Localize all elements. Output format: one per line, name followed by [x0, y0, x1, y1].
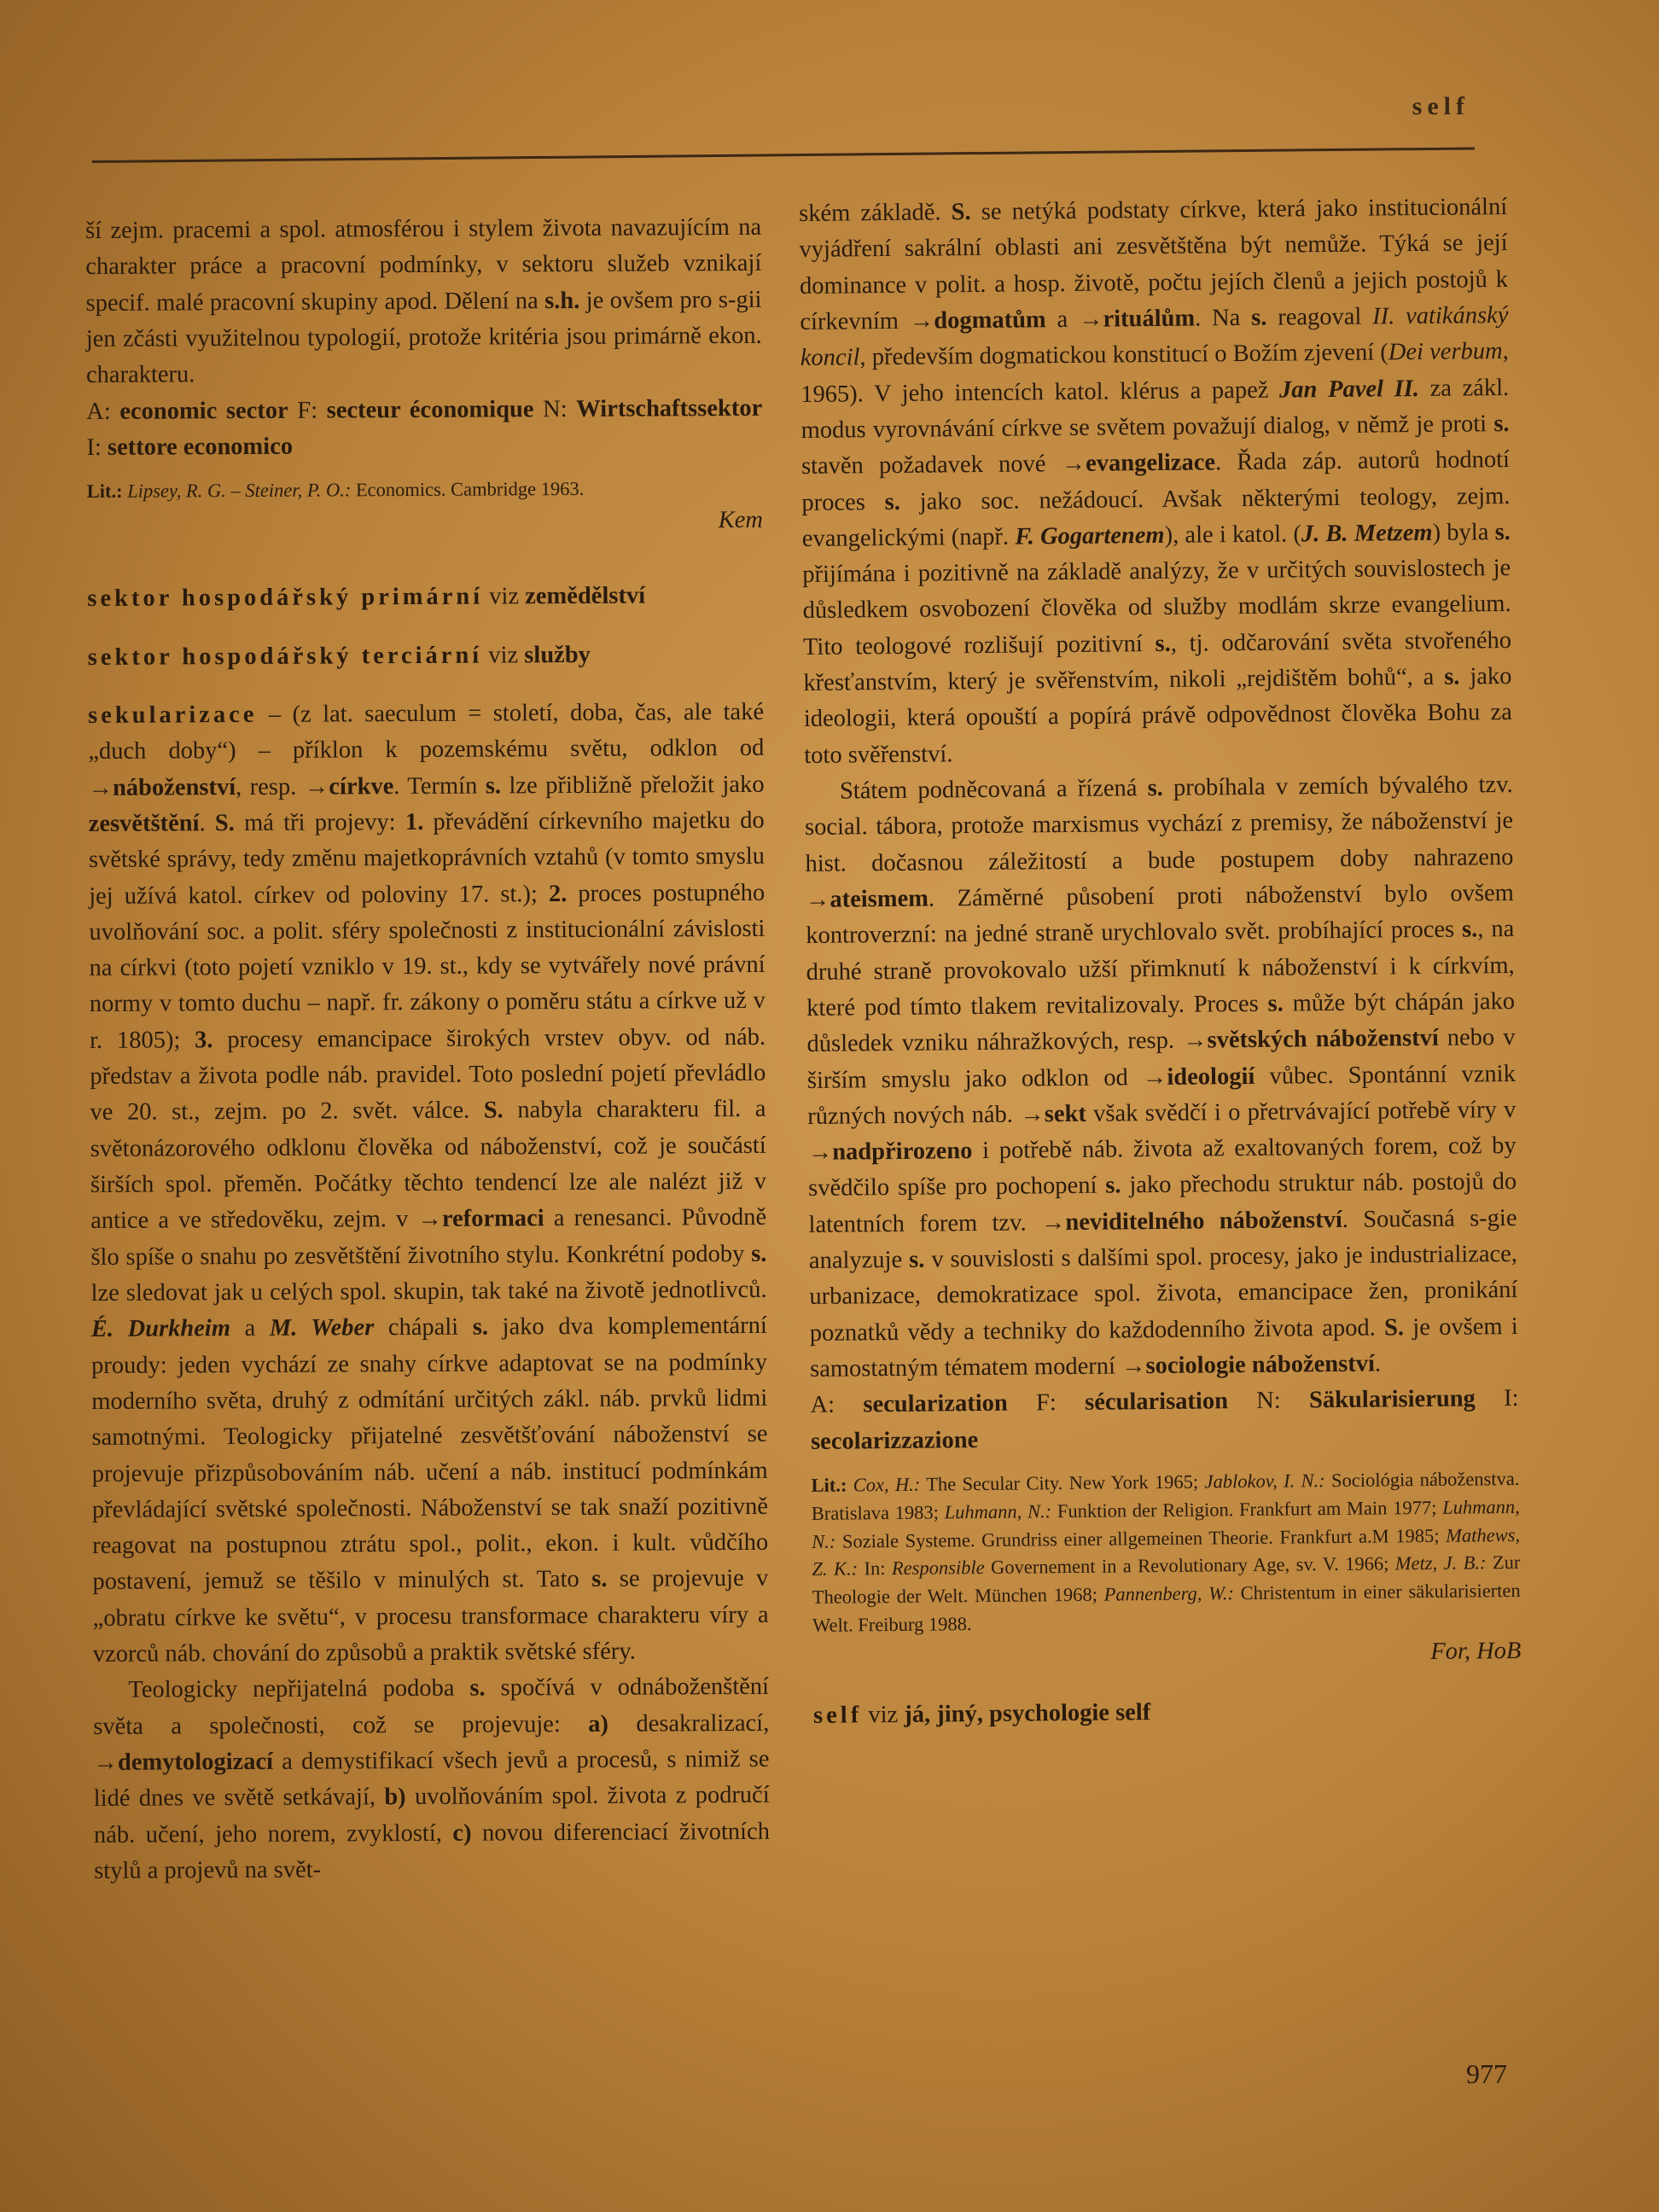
text: a: [1045, 306, 1080, 334]
text: , tj. odčarování světa stvořeného křesťanstvím, který je svěřenstvím, nikoli „rejdištěm bohů“, a: [803, 626, 1512, 697]
lit-author: Luhmann, N.:: [812, 1495, 1520, 1552]
term: Säkularisierung: [1308, 1385, 1476, 1414]
cross-ref[interactable]: neviditelného náboženství: [1065, 1206, 1342, 1236]
arrow-icon: →: [417, 1206, 443, 1233]
term: Wirtschaftssektor: [576, 394, 763, 422]
text: se projevuje v „obratu církve ke světu“, v procesu transformace charakteru víry a vzorců náb. chování do způsobů a praktik světské sféry.: [92, 1565, 769, 1668]
lit-text: Funktion der Religion. Frankfurt am Main 1977;: [1051, 1496, 1443, 1522]
text: . Záměrné působení proti náboženství bylo ovšem kontroverzní: na jedné straně urychlovalo svět. probíhající proces: [806, 879, 1515, 950]
term: zesvětštění: [88, 810, 200, 837]
lang: A:: [86, 398, 120, 425]
title: II. vatikánský koncil: [800, 301, 1509, 372]
text: uvolňováním spol. života z područí náb. učení, jeho norem, zvyklostí,: [93, 1782, 770, 1848]
text: reagoval: [1266, 303, 1373, 331]
lit-author: Mathews, Z. K.:: [812, 1523, 1521, 1580]
text: Státem podněcovaná a řízená: [839, 775, 1148, 805]
abbr: s.: [469, 1674, 486, 1703]
page-number: 977: [1466, 2058, 1507, 2089]
enum: 1.: [405, 808, 424, 835]
arrow-icon: →: [1182, 1027, 1208, 1054]
cross-ref[interactable]: světských náboženství: [1207, 1025, 1439, 1054]
lit-author: Metz, J. B.:: [1394, 1551, 1487, 1575]
text: se netýká podstaty církve, která jako institucionální vyjádření sakrální oblasti ani zesvětštěna být nemůže. Týká se její dominance v polit. a hosp. životě, počtu jejích členů a jejich postojů k církevním: [799, 194, 1509, 335]
text: za zákl. modus vyrovnávání církve se světem považují dialog, v němž je proti: [800, 374, 1510, 444]
text: . Termín: [393, 772, 486, 800]
lit-text: Soziale Systeme. Grundriss einer allgemeinen Theorie. Frankfurt a.M 1985;: [835, 1524, 1447, 1552]
viz: viz: [862, 1702, 905, 1729]
text: , na druhé straně provokovalo užší přimknutí k náboženství i k církvím, které pod tímto tlakem revitalizovaly. Proces: [806, 916, 1515, 1022]
text: nebo v širším smyslu jako odklon od: [806, 1024, 1516, 1094]
abbr: s.: [1105, 1172, 1121, 1200]
lang: N:: [1227, 1387, 1310, 1415]
cross-ref[interactable]: dogmatům: [934, 306, 1046, 335]
text: , resp.: [236, 773, 305, 800]
abbr: s.: [1493, 410, 1510, 438]
enum: 3.: [195, 1027, 213, 1054]
cross-ref[interactable]: nadpřirozeno: [832, 1138, 973, 1166]
text: přijímána i pozitivně na základě analýzy, že v určitých souvislostech je důsledkem osvobození člověka od služby modlám skrze evangelium. Tito teologové rozlišují pozitivní: [802, 555, 1511, 661]
entry-author: Kem: [718, 506, 763, 534]
cross-ref[interactable]: ideologií: [1167, 1062, 1255, 1091]
text: ském základě.: [799, 199, 952, 227]
cross-ref[interactable]: zemědělství: [525, 582, 646, 610]
viz: viz: [483, 583, 526, 610]
text: v souvislosti s dalšími spol. procesy, jako je industrializace, urbanizace, demokratizace spol. života, emancipace žen, pronikání poznatků vědy a techniky do každodenního života apod.: [809, 1241, 1518, 1347]
text: chápali: [374, 1313, 473, 1342]
text: probíhala v zemích bývalého tzv. social. tábora, protože marxismus vychází z premisy, že náboženství je hist. dočasnou záležitostí a bude postupem doby nahrazeno: [804, 771, 1514, 877]
text: však svědčí i o přetrvávající potřebě víry v: [1086, 1096, 1516, 1127]
header-rule: [92, 147, 1475, 163]
text: novou diferenciací životních stylů a projevů na svět-: [94, 1818, 771, 1884]
abbr: s.: [1494, 518, 1511, 546]
lit-label: Lit.:: [811, 1474, 847, 1496]
text: lze přibližně přeložit jako: [500, 771, 765, 800]
entry-author: For, HoB: [1430, 1637, 1522, 1665]
lit-text: In:: [857, 1557, 893, 1580]
text: ší zejm. pracemi a spol. atmosférou i stylem života navazujícím na charakter práce a pracovní podmínky, v sektoru služeb vznikají specif. malé pracovní skupiny apod. Dělení na: [85, 213, 762, 317]
text: vůbec. Spontánní vznik různých nových náb.: [807, 1060, 1516, 1130]
running-head: self: [1412, 92, 1470, 120]
text: . Současná s-gie analyzuje: [808, 1204, 1517, 1275]
paragraph: [804, 767, 1518, 1388]
cross-ref[interactable]: služby: [524, 641, 591, 668]
entry-sektor-primarni: [87, 578, 763, 617]
lit-text: Governement in a Revolutionary Age, sv. V. 1966;: [984, 1552, 1395, 1579]
abbr: s.h.: [544, 287, 580, 314]
lit-text: Christentum in einer säkularisierten Welt. Freiburg 1988.: [812, 1580, 1521, 1637]
arrow-icon: →: [807, 1138, 833, 1167]
text: procesy emancipace širokých vrstev obyv. od náb. představ a života podle náb. pravidel. Toto poslední pojetí převládlo ve 20. st., zejm. po 2. svět. válce.: [90, 1023, 766, 1126]
text: je ovšem pro s-gii jen zčásti využitelnou typologií, protože kritéria jsou primárně ekon. charakteru.: [85, 286, 762, 389]
abbr: s.: [751, 1240, 767, 1267]
lit-author: Jablokov, I. N.:: [1204, 1470, 1325, 1493]
lit-text: The Secular City. New York 1965;: [920, 1470, 1205, 1495]
text: a demystifikací všech jevů a procesů, s nimiž se lidé dnes ve světě setkávají,: [93, 1745, 770, 1813]
lang: I:: [1475, 1385, 1519, 1412]
text: a renesanci. Původně šlo spíše o snahu po zesvětštění životního stylu. Konkrétní podoby: [90, 1204, 767, 1271]
lang: F:: [288, 397, 327, 424]
text: a: [230, 1315, 270, 1342]
term: secolarizzazione: [810, 1426, 979, 1455]
text: ), ale i katol. (: [1164, 521, 1302, 549]
arrow-icon: →: [909, 307, 934, 335]
entry-head: sektor hospodářský terciární: [87, 642, 483, 671]
lit-text: Sociológia náboženstva. Bratislava 1983;: [811, 1467, 1520, 1524]
enum: a): [588, 1710, 609, 1738]
text: . Řada záp. autorů hodnotí proces: [801, 446, 1511, 516]
text: jako přechodu struktur náb. postojů do latentních forem tzv.: [808, 1168, 1517, 1238]
lang: N:: [533, 395, 577, 422]
person-name: M. Weber: [269, 1314, 375, 1342]
arrow-icon: →: [1078, 306, 1103, 333]
right-column: [799, 189, 1522, 1735]
cross-ref[interactable]: ateismem: [830, 885, 929, 913]
text: i potřebě náb. života až exaltovaných forem, což by svědčilo spíše pro pochopení: [808, 1132, 1516, 1202]
abbr: s.: [1461, 916, 1478, 943]
text: .: [1374, 1350, 1382, 1377]
lang: A:: [810, 1391, 864, 1419]
arrow-icon: →: [93, 1749, 119, 1777]
term: economic sector: [119, 397, 288, 425]
paragraph: [93, 1669, 770, 1889]
cross-ref[interactable]: evangelizace: [1085, 449, 1216, 477]
abbr: s.: [472, 1313, 489, 1341]
abbr: s.: [485, 772, 502, 800]
text: jako soc. nežádoucí. Avšak některými teology, zejm. evangelickými (např.: [801, 482, 1511, 552]
lit-label: Lit.:: [86, 480, 123, 503]
enum: b): [384, 1784, 406, 1811]
lit-title: Responsible: [891, 1557, 985, 1580]
lit-text: Zur Theologie der Welt. München 1968;: [812, 1551, 1521, 1609]
term: sécularisation: [1084, 1388, 1229, 1417]
arrow-icon: →: [1061, 450, 1086, 478]
equivalents: [86, 390, 762, 466]
text: jako dva komplementární proudy: jeden vychází ze snahy církve adaptovat se na podmínky moderního světa, druhý z odmítání určitých zákl. náb. prvků lidmi samotnými. Teologicky přijatelné zesvětšťování náboženství se projevuje přizpůsobováním náb. učení a náb. institucí podmínkám převládající světské společnosti. Náboženství se tak snaží pozitivně reagovat na postupnou ztrátu spol., polit., ekon. i kult. vůdčího postavení, jemuž se těšilo v minulých st. Tato: [90, 1313, 769, 1596]
equivalents: [810, 1381, 1519, 1460]
abbr: s.: [909, 1246, 925, 1273]
text: jako ideologii, která opouští a popírá právě odpovědnost člověka Bohu za toto svěřenství.: [803, 663, 1512, 769]
term: settore economico: [107, 433, 294, 461]
abbr: s.: [1155, 630, 1171, 657]
entry-head: self: [812, 1702, 863, 1730]
arrow-icon: →: [304, 773, 329, 800]
cross-ref[interactable]: já, jiný, psychologie self: [904, 1699, 1151, 1729]
cross-ref[interactable]: sekt: [1044, 1100, 1087, 1128]
lang: I:: [86, 434, 108, 461]
text: může být chápán jako důsledek vzniku náhražkových, resp.: [806, 987, 1516, 1058]
cross-ref[interactable]: sociologie náboženství: [1145, 1350, 1376, 1380]
lit-author: Pannenberg, W.:: [1103, 1582, 1235, 1605]
text: je ovšem i samostatným tématem moderní: [810, 1313, 1518, 1382]
entry-sektor-terciarni: [88, 637, 764, 676]
text: Teologicky nepřijatelná podoba: [128, 1675, 470, 1704]
continued-paragraph: [85, 210, 762, 394]
cross-ref[interactable]: demytologizací: [117, 1748, 274, 1776]
person-name: É. Durkheim: [90, 1315, 231, 1343]
entry-self: [813, 1691, 1522, 1734]
lang: F:: [1007, 1389, 1086, 1417]
person-name: J. B. Metzem: [1301, 519, 1433, 548]
abbr: s.: [1267, 990, 1284, 1017]
literature: [87, 474, 763, 506]
text: stavěn požadavek nové: [800, 451, 1062, 480]
text: převádění církevního majetku do světské správy, tedy změnu majetkoprávních vztahů (v tomto smyslu jej užívá katol. církev od poloviny 17. st.);: [88, 806, 765, 910]
term: secteur économique: [326, 395, 534, 424]
cross-ref[interactable]: reformaci: [441, 1205, 544, 1233]
abbr: s.: [1251, 304, 1267, 331]
text: proces postupného uvolňování soc. a polit. sféry společnosti z institucionální závislosti na církvi (toto pojetí vzniklo v 19. st., kdy se vytvářely nové právní normy v tomto duchu – např. fr. zákony o poměru státu a církve už v r. 1805);: [89, 879, 765, 1054]
enum: 2.: [548, 880, 568, 907]
text: , 1965). V jeho intencích katol. klérus a papež: [800, 338, 1509, 408]
cross-ref[interactable]: náboženství: [112, 773, 236, 801]
abbr: S.: [1383, 1313, 1405, 1342]
abbr: s.: [591, 1566, 608, 1593]
arrow-icon: →: [1121, 1353, 1146, 1380]
viz: viz: [482, 641, 525, 669]
text: nabyla charakteru fil. a světonázorového odklonu člověka od náboženství, což je součástí širších spol. přeměn. Počátky těchto tendencí lze ale nalézt již v antice a ve středověku, zejm. v: [90, 1096, 767, 1235]
text: lze sledovat jak u celých spol. skupin, tak také na životě jednotlivců.: [90, 1276, 767, 1307]
cross-ref[interactable]: církve: [329, 772, 394, 800]
lit-author: Luhmann, N.:: [944, 1500, 1052, 1523]
abbr: s.: [1444, 663, 1460, 690]
abbr: S.: [951, 199, 971, 226]
term: secularization: [863, 1390, 1008, 1418]
text: , především dogmatickou konstitucí o Božím zjevení (: [859, 339, 1389, 371]
person-name: F. Gogartenem: [1015, 521, 1165, 550]
arrow-icon: →: [1020, 1101, 1045, 1128]
entry-head: sektor hospodářský primární: [87, 583, 484, 613]
abbr: s.: [1147, 774, 1163, 802]
title: Dei verbum: [1388, 338, 1503, 366]
cross-ref[interactable]: rituálům: [1103, 305, 1196, 333]
text: ) byla: [1432, 519, 1495, 546]
arrow-icon: →: [805, 886, 830, 913]
abbr: S.: [214, 810, 235, 837]
entry-head: sekularizace: [88, 701, 258, 729]
person-name: Jan Pavel II.: [1278, 375, 1420, 404]
lit-author: Lipsey, R. G. – Steiner, P. O.:: [122, 479, 352, 502]
arrow-icon: →: [1040, 1208, 1066, 1237]
text: desakralizací,: [608, 1709, 770, 1738]
abbr: s.: [884, 488, 901, 515]
arrow-icon: →: [1142, 1063, 1167, 1091]
abbr: S.: [483, 1097, 504, 1124]
text: má tři projevy:: [234, 808, 405, 837]
left-column: [85, 210, 770, 1889]
text: .: [199, 810, 215, 837]
lit-text: Economics. Cambridge 1963.: [351, 478, 585, 501]
text: – (z lat. saeculum = století, doba, čas, ale také „duch doby“) – příklon k pozemskému světu, odklon od: [88, 698, 765, 765]
literature: [811, 1465, 1521, 1640]
enum: c): [452, 1819, 472, 1847]
arrow-icon: →: [88, 774, 114, 801]
text: . Na: [1195, 304, 1252, 332]
paragraph: [799, 189, 1512, 774]
entry-sekularizace: [88, 695, 769, 1674]
text: spočívá v odnáboženštění světa a společnosti, což se projevuje:: [93, 1674, 770, 1740]
lit-author: Cox, H.:: [847, 1473, 921, 1496]
